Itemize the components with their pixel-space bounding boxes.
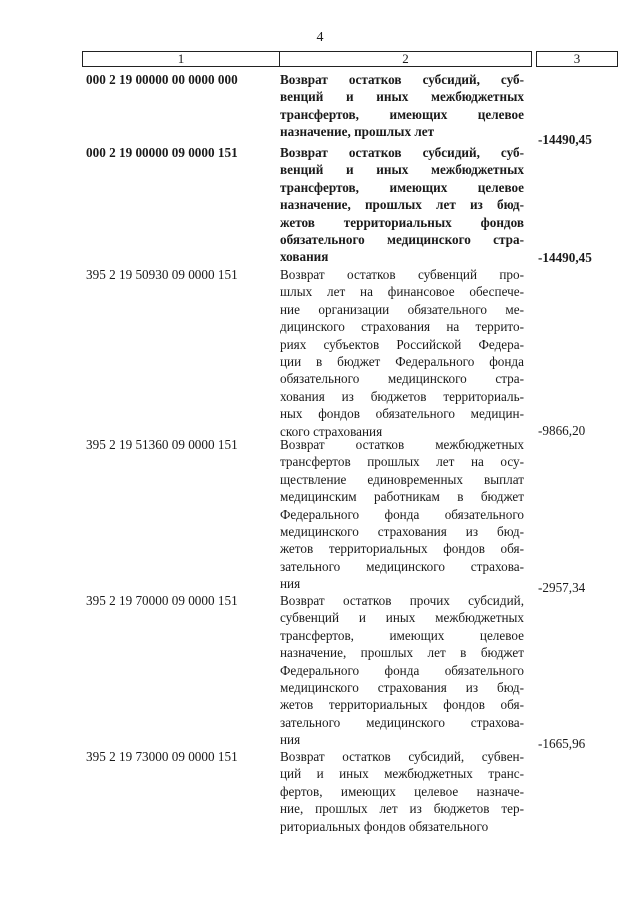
budget-code: 395 2 19 50930 09 0000 151	[86, 267, 238, 282]
row-description	[280, 748, 524, 835]
description-line: обязательного медицинского стра-	[280, 371, 524, 387]
description-line: дицинского страхования на террито-	[280, 319, 524, 335]
description-line: субвенций и иных межбюджетных	[280, 610, 524, 626]
description-line: хования	[280, 249, 329, 265]
description-line: ние организации обязательного ме-	[280, 301, 524, 317]
description-line: ных фондов обязательного медицин-	[280, 406, 524, 422]
description-line: ние, прошлых лет из бюджетов тер-	[280, 801, 524, 817]
header-col-3: 3	[537, 52, 618, 67]
description-line: назначение, прошлых лет из бюд-	[280, 197, 524, 213]
description-line: хования из бюджетов территориаль-	[280, 388, 524, 404]
description-line: венций и иных межбюджетных	[280, 162, 524, 178]
description-line: Возврат остатков межбюджетных	[280, 437, 524, 452]
description-line: Федерального фонда обязательного	[280, 506, 524, 522]
description-line: фертов, имеющих целевое назначе-	[280, 783, 524, 799]
description-line: шлых лет на финансовое обеспече-	[280, 284, 524, 300]
description-line: Федерального фонда обязательного	[280, 662, 524, 678]
description-line: жетов территориальных фондов обя-	[280, 541, 524, 557]
description-line: жетов территориальных фондов обя-	[280, 697, 524, 713]
amount: -14490,45	[538, 250, 592, 265]
description-line: медицинским работникам в бюджет	[280, 489, 524, 505]
budget-code: 395 2 19 70000 09 0000 151	[86, 593, 238, 608]
description-line: трансфертов, имеющих целевое	[280, 106, 524, 122]
description-line: ния	[280, 576, 301, 592]
description-line: Возврат остатков субсидий, суб-	[280, 145, 524, 160]
row-description	[280, 436, 524, 593]
table-header	[82, 51, 618, 67]
description-line: ций и иных межбюджетных транс-	[280, 766, 524, 782]
description-line: ции в бюджет Федерального фонда	[280, 354, 524, 370]
description-line: Возврат остатков субсидий, субвен-	[280, 749, 524, 764]
row-description	[280, 266, 524, 440]
description-line: медицинского страхования из бюд-	[280, 524, 524, 540]
description-line: трансфертов, имеющих целевое	[280, 627, 524, 643]
row-description	[280, 592, 524, 749]
description-line: назначение, прошлых лет	[280, 124, 435, 140]
description-line: жетов территориальных фондов	[280, 214, 524, 230]
header-col-2: 2	[280, 52, 532, 67]
description-line: Возврат остатков субвенций про-	[280, 267, 524, 282]
budget-code: 395 2 19 73000 09 0000 151	[86, 749, 238, 764]
description-line: трансфертов прошлых лет на осу-	[280, 454, 524, 470]
description-line: ния	[280, 732, 301, 748]
description-line: медицинского страхования из бюд-	[280, 680, 524, 696]
header-col-1: 1	[83, 52, 280, 67]
description-line: зательного медицинского страхова-	[280, 714, 524, 730]
description-line: обязательного медицинского стра-	[280, 232, 524, 248]
page-number: 4	[316, 30, 324, 45]
amount: -2957,34	[538, 580, 586, 595]
row-description	[280, 71, 524, 141]
description-line: Возврат остатков прочих субсидий,	[280, 593, 524, 608]
description-line: ского страхования	[280, 423, 383, 439]
description-line: трансфертов, имеющих целевое	[280, 179, 524, 195]
row-description	[280, 144, 524, 266]
description-line: назначение, прошлых лет в бюджет	[280, 645, 524, 661]
description-line: риториальных фондов обязательного	[280, 818, 489, 834]
budget-code: 000 2 19 00000 09 0000 151	[86, 145, 238, 160]
amount: -14490,45	[538, 132, 592, 147]
description-line: Возврат остатков субсидий, суб-	[280, 72, 524, 87]
amount: -9866,20	[538, 423, 586, 438]
description-line: ществление единовременных выплат	[280, 471, 524, 487]
amount: -1665,96	[538, 736, 586, 751]
budget-code: 000 2 19 00000 00 0000 000	[86, 72, 238, 87]
budget-code: 395 2 19 51360 09 0000 151	[86, 437, 238, 452]
description-line: венций и иных межбюджетных	[280, 89, 524, 105]
description-line: зательного медицинского страхова-	[280, 558, 524, 574]
description-line: риях субъектов Российской Федера-	[280, 336, 524, 352]
